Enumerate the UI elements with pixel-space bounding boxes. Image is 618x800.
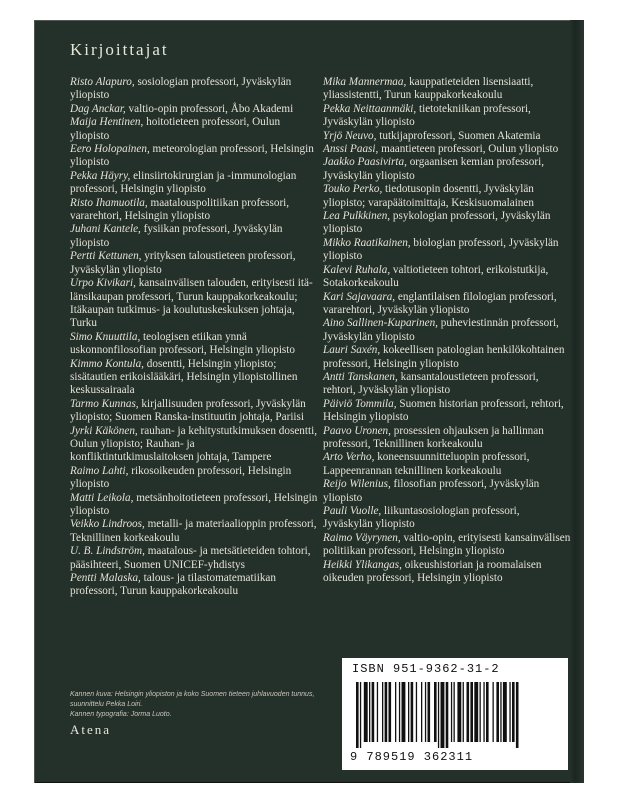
author-name: Lauri Saxén, [323, 344, 381, 357]
author-description: meteorologian professori, Helsingin yliopisto [70, 143, 314, 169]
barcode-label [342, 658, 568, 770]
author-entry [323, 478, 571, 505]
barcode-bar [463, 682, 464, 742]
isbn-text: ISBN 951-9362-31-2 [352, 662, 500, 676]
author-entry [323, 130, 571, 143]
author-entry [70, 76, 318, 103]
ean-number: 9 789519 362311 [350, 750, 474, 764]
author-entry [70, 425, 318, 465]
author-name: Mika Mannermaa, [323, 76, 407, 88]
author-entry [70, 398, 318, 425]
barcode-bar [467, 682, 470, 742]
author-entry [323, 344, 571, 371]
barcode-bar [416, 682, 417, 742]
barcode-bar [496, 682, 499, 742]
author-name: Kimmo Kontula, [70, 357, 144, 370]
author-entry [70, 223, 318, 250]
barcode-bar [421, 682, 422, 742]
barcode-bar [434, 682, 437, 742]
barcode-bar [503, 682, 507, 742]
author-name: Juhani Kantele, [70, 223, 141, 236]
author-description: kokeellisen patologian henkilökohtainen professori, Helsingin yliopisto [323, 344, 565, 370]
author-entry [70, 103, 318, 116]
author-entry [323, 317, 571, 344]
author-name: Jaakko Paasivirta, [323, 156, 407, 169]
author-name: Anssi Paasi, [323, 143, 379, 156]
barcode-bar [382, 682, 383, 742]
barcode-bar [500, 682, 501, 742]
page-title: Kirjoittajat [70, 40, 169, 59]
author-name: Reijo Wilenius, [323, 478, 391, 491]
barcode-bar [516, 682, 519, 748]
author-name: Pekka Häyry, [70, 169, 131, 182]
author-description: filosofian professori, Jyväskylän yliopisto [323, 478, 540, 504]
author-name: Aino Sallinen-Kuparinen, [323, 317, 438, 330]
author-name: Raimo Lahti, [70, 464, 129, 477]
author-description: liikuntasosiologian professori, Jyväskylän yliopisto [323, 505, 520, 531]
author-description: biologian professori, Jyväskylän yliopisto [323, 236, 559, 263]
barcode-bar [474, 682, 478, 742]
author-name: Tarmo Kunnas, [70, 397, 139, 410]
barcode-bar [480, 682, 481, 742]
author-name: Kari Sajavaara, [323, 290, 396, 303]
barcode-bar [395, 682, 396, 742]
cover-credits [70, 690, 330, 720]
author-description: Suomen historian professori, rehtori, Helsingin yliopisto [323, 397, 564, 424]
author-name: Pekka Neittaanmäki, [323, 102, 417, 115]
author-description: fysiikan professori, Jyväskylän yliopisto [70, 223, 283, 249]
author-entry [70, 518, 318, 545]
author-name: Yrjö Neuvo, [323, 129, 377, 142]
author-entry [70, 492, 318, 519]
author-entry [323, 425, 571, 452]
author-entry [323, 210, 571, 237]
author-name: Veikko Lindroos, [70, 518, 145, 531]
barcode-bar [512, 682, 515, 742]
barcode-bar [356, 682, 359, 748]
author-entry [323, 371, 571, 398]
author-description: maantieteen professori, Oulun yliopisto [378, 143, 559, 156]
barcode-bar [441, 682, 445, 748]
author-entry [70, 358, 318, 398]
barcode-bar [486, 682, 489, 742]
author-entry [323, 291, 571, 318]
barcode-bar [428, 682, 431, 742]
author-entry [70, 143, 318, 170]
credit-line: Kannen kuva: Helsingin yliopiston ja koko Suomen tieteen juhlavuoden tunnus, [70, 691, 315, 698]
cover-edge [570, 20, 584, 783]
barcode-bar [408, 682, 409, 742]
author-description: koneensuunnitteluopin professori, Lappeenrannan teknillinen korkeakoulu [323, 451, 530, 477]
author-description: valtio-opin professori, Åbo Akademi [125, 102, 294, 115]
author-name: Dag Anckar, [70, 102, 126, 115]
author-name: Risto Ihamuotila, [70, 196, 148, 209]
barcode-bar [389, 682, 392, 742]
barcode-bar [493, 682, 494, 742]
barcode-bar [438, 682, 439, 748]
author-entry [70, 116, 318, 143]
barcode-bar [385, 682, 388, 742]
author-name: Lea Pulkkinen, [323, 210, 391, 223]
author-description: sosiologian professori, Jyväskylän yliopisto [70, 76, 292, 102]
author-entry [323, 237, 571, 264]
author-description: kirjallisuuden professori, Jyväskylän yliopisto; Suomen Ranska-instituutin johtaja, Pariisi [70, 397, 306, 424]
author-entry [323, 76, 571, 103]
author-entry [323, 398, 571, 425]
author-entry [70, 465, 318, 492]
author-entry [70, 250, 318, 277]
author-description: englantilaisen filologian professori, vararehtori, Jyväskylän yliopisto [323, 290, 557, 316]
barcode-bar [454, 682, 455, 742]
author-entry [70, 572, 318, 599]
authors-column-left [70, 76, 318, 599]
publisher-name: Atena [70, 722, 112, 737]
barcode-bar [360, 682, 361, 748]
author-entry [323, 143, 571, 156]
barcode-bar [399, 682, 400, 742]
barcode-bar [402, 682, 406, 742]
barcode-bar [483, 682, 484, 742]
author-description: rikosoikeuden professori, Helsingin yliopisto [70, 464, 292, 491]
author-entry [323, 559, 571, 586]
author-name: Risto Alapuro, [70, 76, 135, 88]
author-name: Eero Holopainen, [70, 143, 150, 156]
author-description: tiedotusopin dosentti, Jyväskylän yliopisto; varapäätoimittaja, Keskisuomalainen [323, 183, 534, 209]
author-name: Jyrki Käkönen, [70, 424, 138, 437]
barcode-bar [457, 682, 461, 742]
author-name: Raimo Väyrynen, [323, 531, 401, 544]
barcode-bar [372, 682, 375, 742]
barcode-bar [470, 682, 473, 742]
author-description: maatalouspolitiikan professori, vararehtori, Helsingin yliopisto [70, 196, 290, 223]
author-description: metsänhoitotieteen professori, Helsingin yliopisto [70, 491, 318, 517]
author-description: tutkijaprofessori, Suomen Akatemia [376, 129, 541, 142]
credit-line: suunnittelu Pekka Loiri. [70, 701, 143, 708]
author-description: prosessien ohjauksen ja hallinnan professori, Teknillinen korkeakoulu [323, 424, 544, 450]
author-entry [70, 545, 318, 572]
author-description: yrityksen taloustieteen professori, Jyväskylän yliopisto [70, 250, 296, 276]
barcode-bar [446, 682, 449, 748]
author-name: Simo Knuuttila, [70, 330, 141, 343]
author-entry [70, 170, 318, 197]
authors-column-right [323, 76, 571, 585]
author-name: Päiviö Tommila, [323, 397, 397, 410]
author-name: Paavo Uronen, [323, 424, 391, 437]
author-name: Arto Verho, [323, 451, 375, 464]
barcode-bar [369, 682, 370, 742]
author-name: Kalevi Ruhala, [323, 263, 391, 276]
author-description: talous- ja tilastomatematiikan professori, Turun kauppakorkeakoulu [70, 572, 276, 598]
author-description: kauppatieteiden lisensiaatti, yliassistentti, Turun kauppakorkeakoulu [323, 76, 534, 102]
author-description: kansainvälisen talouden, erityisesti itä-länsikaupan professori, Turun kauppakorkeakoulu; Itäkaupan tutkimus- ja koulutuskeskuksen johtaja, Turku [70, 277, 313, 330]
author-entry [323, 183, 571, 210]
author-description: orgaanisen kemian professori, Jyväskylän yliopisto [323, 156, 545, 182]
author-name: Urpo Kivikari, [70, 277, 136, 290]
author-name: Pentti Malaska, [70, 572, 141, 585]
author-entry [323, 505, 571, 532]
barcode-bar [451, 682, 452, 742]
barcode-icon [352, 682, 558, 748]
author-entry [323, 451, 571, 478]
author-description: psykologian professori, Jyväskylän yliopisto [323, 210, 551, 236]
barcode-bar [377, 682, 378, 742]
author-name: Antti Tanskanen, [323, 370, 398, 383]
author-description: teologisen etiikan ynnä uskonnonfilosofian professori, Helsingin yliopisto [70, 330, 295, 357]
author-description: oikeushistorian ja roomalaisen oikeuden professori, Helsingin yliopisto [323, 558, 542, 585]
author-description: rauhan- ja kehitystutkimuksen dosentti, Oulun yliopisto; Rauhan- ja konfliktintutkimuslaitoksen johtaja, Tampere [70, 424, 318, 464]
author-entry [70, 331, 318, 358]
author-description: puheviestinnän professori, Jyväskylän yliopisto [323, 317, 559, 343]
author-name: Maija Hentinen, [70, 116, 144, 129]
barcode-bar [364, 682, 368, 742]
author-name: Pertti Kettunen, [70, 250, 142, 263]
author-name: Touko Perko, [323, 183, 383, 196]
author-name: Pauli Vuolle, [323, 505, 382, 517]
author-entry [70, 277, 318, 331]
author-entry [323, 156, 571, 183]
author-name: Matti Leikola, [70, 491, 134, 504]
author-description: valtio-opin, erityisesti kansainvälisen politiikan professori, Helsingin yliopisto [323, 531, 571, 558]
author-description: dosentti, Helsingin yliopisto; sisätautien erikoislääkäri, Helsingin yliopistollinen keskussairaala [70, 357, 298, 397]
author-description: maatalous- ja metsätieteiden tohtori, pääsihteeri, Suomen UNICEF-yhdistys [70, 545, 311, 571]
author-description: kansantaloustieteen professori, rehtori, Jyväskylän yliopisto [323, 370, 539, 397]
author-name: U. B. Lindström, [70, 545, 145, 558]
author-description: hoitotieteen professori, Oulun yliopisto [70, 116, 281, 142]
credit-line: Kannen typografia: Jorma Luoto. [70, 711, 172, 718]
barcode-bar [425, 682, 426, 742]
author-description: metalli- ja materiaalioppin professori, Teknillinen korkeakoulu [70, 518, 317, 544]
author-entry [70, 197, 318, 224]
barcode-bar [509, 682, 510, 742]
author-entry [323, 532, 571, 559]
author-name: Heikki Ylikangas, [323, 558, 402, 571]
author-description: tietotekniikan professori, Jyväskylän yliopisto [323, 102, 531, 129]
author-entry [323, 264, 571, 291]
barcode-bar [411, 682, 414, 742]
author-description: elinsiirtokirurgian ja -immunologian professori, Helsingin yliopisto [70, 169, 297, 196]
author-description: valtiotieteen tohtori, erikoistutkija, Sotakorkeakoulu [323, 263, 549, 290]
author-name: Mikko Raatikainen, [323, 236, 411, 249]
author-entry [323, 103, 571, 130]
